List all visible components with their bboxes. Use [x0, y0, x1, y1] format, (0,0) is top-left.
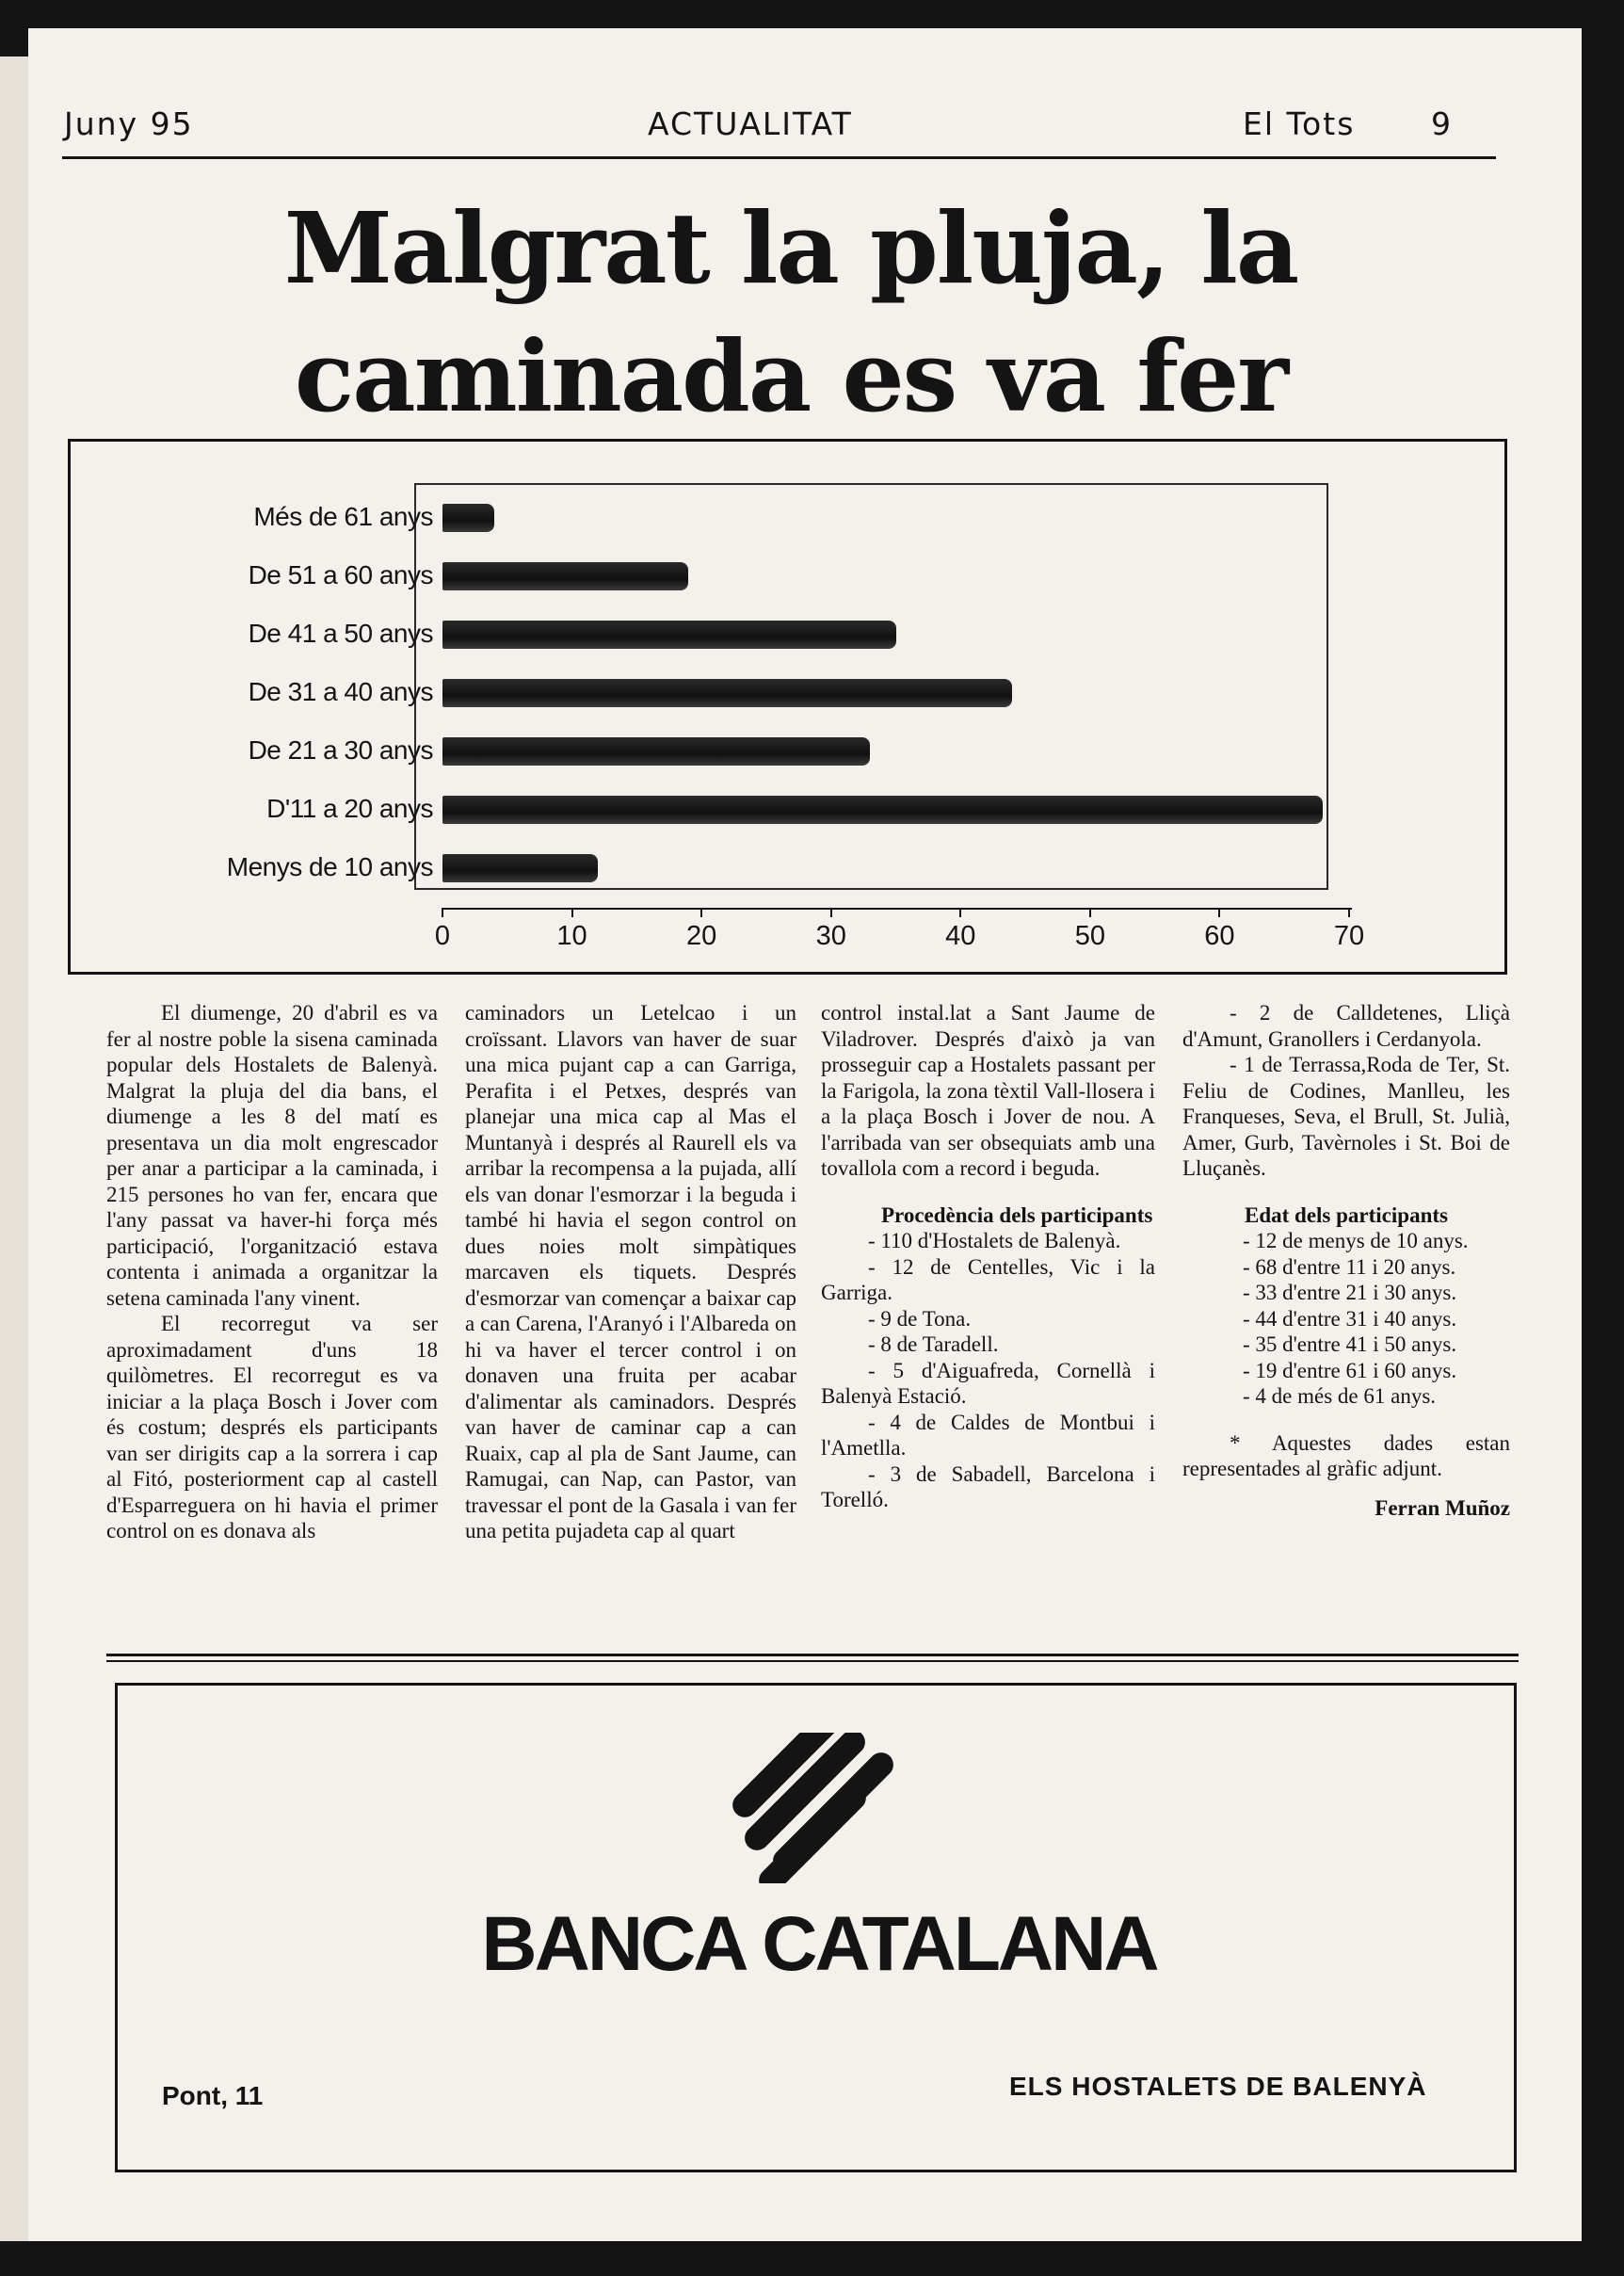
chart-tick-mark [830, 908, 832, 917]
age-item: - 68 d'entre 11 i 20 anys. [1243, 1254, 1456, 1279]
banca-catalana-logo-icon [725, 1733, 913, 1883]
chart-tick-label: 70 [1333, 921, 1365, 951]
origin-item: - 8 de Taradell. [868, 1332, 999, 1356]
origin-item: - 2 de Calldetenes, Lliçà d'Amunt, Granollers i Cerdanyola. [1182, 1001, 1510, 1051]
bank-town: ELS HOSTALETS DE BALENYÀ [1009, 2072, 1427, 2101]
chart-category-label: De 41 a 50 anys [248, 619, 433, 648]
chart-category-label: De 21 a 30 anys [248, 735, 433, 765]
chart-tick-label: 10 [556, 921, 587, 951]
headline [56, 185, 1525, 441]
article-column-1 [106, 1000, 438, 1544]
chart-bar [442, 504, 494, 532]
origin-item: - 110 d'Hostalets de Balenyà. [868, 1229, 1121, 1252]
chart-bar [442, 854, 598, 882]
chart-category-label: De 51 a 60 anys [248, 560, 433, 589]
chart-tick-mark [1089, 908, 1091, 917]
chart-tick-label: 0 [434, 921, 451, 951]
article-paragraph: control instal.lat a Sant Jaume de Viladrover. Després d'això ja van prosseguir cap a Hostalets passant per la Farigola, la zona tèxtil Vall-llosera i a la plaça Bosch i Jover de nou. A l'arribada van ser obsequiats amb una tovallola com a record i beguda. [821, 1001, 1155, 1180]
article-paragraph: El diumenge, 20 d'abril es va fer al nostre poble la sisena caminada popular dels Hostalets de Balenyà. Malgrat la pluja del dia bans, el diumenge a les 8 del matí es presentava un dia molt engrescador per anar a participar a la caminada, i 215 persones ho van fer, encara que l'any passat va haver-hi força més participació, l'organització estava contenta i animada a organitzar la setena caminada l'any vinent. [106, 1001, 438, 1310]
chart-bar [442, 679, 1012, 707]
chart-tick-mark [1348, 908, 1350, 917]
age-item: - 19 d'entre 61 i 60 anys. [1243, 1358, 1457, 1382]
age-item: - 12 de menys de 10 anys. [1243, 1229, 1469, 1252]
chart-bar [442, 737, 870, 766]
chart-category-label: D'11 a 20 anys [266, 794, 433, 823]
header-rule [62, 156, 1496, 159]
origin-item: - 12 de Centelles, Vic i la Garriga. [821, 1254, 1155, 1304]
chart-tick-mark [959, 908, 961, 917]
chart-note: * Aquestes dades estan representades al gràfic adjunt. [1182, 1430, 1510, 1480]
age-item: - 4 de més de 61 anys. [1243, 1384, 1437, 1408]
section-divider [106, 1654, 1519, 1662]
article-paragraph: caminadors un Letelcao i un croïssant. Llavors van haver de suar una mica pujant cap a can Garriga, Perafita i el Petxes, després van planejar una mica cap al Mas el Muntanyà i després al Raurell els va arribar la recompensa a la pujada, allí els van donar l'esmorzar i la beguda i també hi havia el segon control on dues noies molt simpàtiques marcaven els tiquets. Després d'esmorzar van començar a baixar cap a can Carena, l'Aranyó i l'Albareda on hi va haver el tercer control i on donaven una fruita per acabar d'alimentar als caminadors. Després van haver de caminar cap a can Ruaix, cap al pla de Sant Jaume, can Ramugai, can Nap, can Pastor, van travessar el pont de la Gasala i van fer una petita pujadeta cap al quart [465, 1001, 796, 1542]
age-list [1182, 1228, 1510, 1410]
chart-tick-label: 40 [945, 921, 976, 951]
section-name: ACTUALITAT [648, 105, 853, 142]
article-paragraph: El recorregut va ser aproximadament d'uns 18 quilòmetres. El recorregut es va iniciar a la plaça Bosch i Jover com és costum; després els participants van ser dirigits cap a la sorrera i cap al Fitó, posteriorment cap al castell d'Esparreguera on hi havia el primer control on es donava als [106, 1312, 438, 1542]
author-byline: Ferran Muñoz [1375, 1495, 1510, 1520]
chart-tick-mark [700, 908, 702, 917]
origin-item: - 4 de Caldes de Montbui i l'Ametlla. [821, 1410, 1155, 1460]
chart-bar [442, 562, 688, 590]
origin-heading: Procedència dels participants [881, 1203, 1153, 1227]
chart-tick-label: 30 [815, 921, 846, 951]
chart-tick-label: 20 [686, 921, 717, 951]
scan-border [0, 2241, 1624, 2276]
chart-category-label: Més de 61 anys [253, 502, 433, 531]
chart-tick-mark [571, 908, 573, 917]
bank-address: Pont, 11 [162, 2081, 264, 2110]
origin-item: - 3 de Sabadell, Barcelona i Torelló. [821, 1461, 1155, 1511]
chart-tick-label: 60 [1204, 921, 1235, 951]
page-number: 9 [1431, 105, 1453, 142]
age-item: - 35 d'entre 41 i 50 anys. [1243, 1332, 1457, 1356]
article-column-2 [465, 1000, 796, 1544]
chart-bar [442, 621, 896, 649]
origin-item: - 1 de Terrassa,Roda de Ter, St. Feliu de Codines, Manlleu, les Franqueses, Seva, el Brull, St. Julià, Amer, Gurb, Tavèrnoles i St. Boi de Lluçanès. [1182, 1053, 1510, 1180]
headline-line-2: caminada es va fer [294, 318, 1288, 434]
article-column-4 [1182, 1000, 1510, 1521]
chart-bar [442, 796, 1323, 824]
chart-x-axis [442, 908, 1352, 910]
origin-item: - 5 d'Aiguafreda, Cornellà i Balenyà Estació. [821, 1358, 1155, 1408]
chart-tick-mark [442, 908, 443, 917]
publication-name: El Tots [1243, 105, 1356, 142]
chart-tick-mark [1218, 908, 1220, 917]
issue-date: Juny 95 [64, 105, 194, 142]
age-item: - 33 d'entre 21 i 30 anys. [1243, 1281, 1457, 1304]
chart-category-label: Menys de 10 anys [226, 852, 433, 881]
facing-page-edge [0, 56, 28, 2276]
chart-tick-label: 50 [1074, 921, 1105, 951]
origin-item: - 9 de Tona. [868, 1306, 972, 1331]
bank-name: BANCA CATALANA [481, 1901, 1157, 1987]
chart-category-label: De 31 a 40 anys [248, 677, 433, 706]
age-heading: Edat dels participants [1245, 1203, 1448, 1227]
article-column-3 [821, 1000, 1155, 1513]
headline-line-1: Malgrat la pluja, la [283, 190, 1298, 306]
age-item: - 44 d'entre 31 i 40 anys. [1243, 1306, 1457, 1331]
